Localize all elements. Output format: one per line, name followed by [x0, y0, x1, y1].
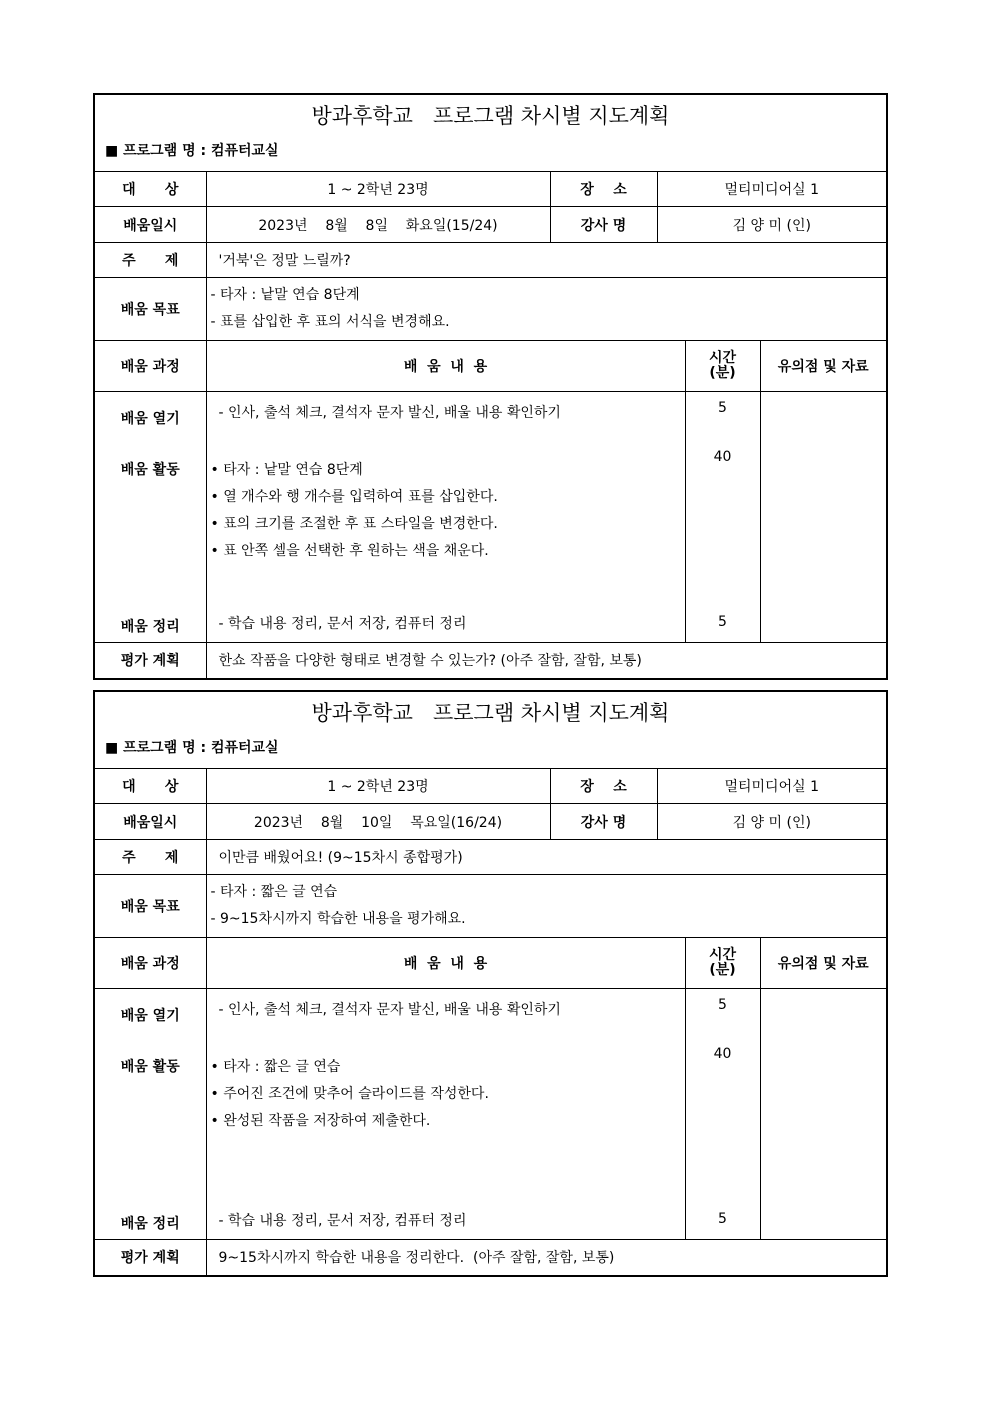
close-time: 5 [718, 614, 727, 630]
time-values [685, 392, 760, 643]
teacher-value: 김 양 미 (인) [657, 804, 886, 840]
goal-item: - 9~15차시까지 학습한 내용을 평가해요. [210, 911, 466, 927]
open-time: 5 [718, 997, 727, 1013]
activity-item: • 타자 : 짧은 글 연습 [210, 1059, 341, 1075]
close-text: - 학습 내용 정리, 문서 저장, 컴퓨터 정리 [218, 616, 467, 632]
close-text: - 학습 내용 정리, 문서 저장, 컴퓨터 정리 [218, 1213, 467, 1229]
activity-time: 40 [713, 1046, 732, 1062]
eval-label: 평가 계획 [95, 643, 206, 678]
goal-item: - 타자 : 낱말 연습 8단계 [210, 287, 360, 303]
teacher-value: 김 양 미 (인) [657, 207, 886, 243]
open-time: 5 [718, 400, 727, 416]
plan-table [95, 768, 886, 1275]
time-values [685, 989, 760, 1240]
notes-cell [760, 989, 886, 1240]
lesson-plan-1 [93, 93, 888, 680]
content-body [206, 989, 685, 1240]
time-label-bottom: (분) [709, 962, 736, 978]
plan-title: 방과후학교 프로그램 차시별 지도계획 [311, 104, 670, 128]
topic-label: 주 제 [95, 243, 206, 278]
time-label [685, 341, 760, 392]
stage-activity-label: 배움 활동 [120, 1059, 180, 1075]
stage-close-label: 배움 정리 [120, 1216, 180, 1232]
target-label: 대 상 [95, 172, 206, 207]
plan-title: 방과후학교 프로그램 차시별 지도계획 [311, 701, 670, 725]
program-name: ■ 프로그램 명 : 컴퓨터교실 [105, 740, 279, 756]
eval-label: 평가 계획 [95, 1240, 206, 1275]
activity-time: 40 [713, 449, 732, 465]
teacher-label: 강사 명 [550, 804, 657, 840]
stage-close-label: 배움 정리 [120, 619, 180, 635]
notes-label: 유의점 및 자료 [760, 341, 886, 392]
process-label: 배움 과정 [95, 341, 206, 392]
date-label: 배움일시 [95, 804, 206, 840]
stage-labels [95, 392, 206, 643]
target-label: 대 상 [95, 769, 206, 804]
lesson-plan-2 [93, 690, 888, 1277]
program-name: ■ 프로그램 명 : 컴퓨터교실 [105, 143, 279, 159]
activity-item: • 타자 : 낱말 연습 8단계 [210, 462, 363, 478]
content-label: 배 움 내 용 [206, 341, 685, 392]
topic-label: 주 제 [95, 840, 206, 875]
time-label-bottom: (분) [709, 365, 736, 381]
place-value: 멀티미디어실 1 [657, 769, 886, 804]
stage-open-label: 배움 열기 [120, 411, 180, 427]
stage-labels [95, 989, 206, 1240]
goal-label: 배움 목표 [95, 278, 206, 341]
process-label: 배움 과정 [95, 938, 206, 989]
place-label: 장 소 [550, 172, 657, 207]
goal-list [206, 278, 886, 341]
content-body [206, 392, 685, 643]
place-value: 멀티미디어실 1 [657, 172, 886, 207]
stage-open-label: 배움 열기 [120, 1008, 180, 1024]
activity-item: • 주어진 조건에 맞추어 슬라이드를 작성한다. [210, 1086, 489, 1102]
open-text: - 인사, 출석 체크, 결석자 문자 발신, 배울 내용 확인하기 [218, 405, 561, 421]
activity-item: • 열 개수와 행 개수를 입력하여 표를 삽입한다. [210, 489, 498, 505]
time-label-top: 시간 [708, 350, 737, 366]
goal-label: 배움 목표 [95, 875, 206, 938]
date-value: 2023년 8월 8일 화요일(15/24) [206, 207, 550, 243]
plan-table [95, 171, 886, 678]
activity-item: • 표 안쪽 셀을 선택한 후 원하는 색을 채운다. [210, 543, 489, 559]
target-value: 1 ~ 2학년 23명 [206, 172, 550, 207]
date-label: 배움일시 [95, 207, 206, 243]
goal-list [206, 875, 886, 938]
content-label: 배 움 내 용 [206, 938, 685, 989]
target-value: 1 ~ 2학년 23명 [206, 769, 550, 804]
topic-value: '거북'은 정말 느릴까? [206, 243, 886, 278]
activity-item: • 표의 크기를 조절한 후 표 스타일을 변경한다. [210, 516, 498, 532]
date-value: 2023년 8월 10일 목요일(16/24) [206, 804, 550, 840]
topic-value: 이만큼 배웠어요! (9~15차시 종합평가) [206, 840, 886, 875]
teacher-label: 강사 명 [550, 207, 657, 243]
close-time: 5 [718, 1211, 727, 1227]
goal-item: - 표를 삽입한 후 표의 서식을 변경해요. [210, 314, 450, 330]
notes-label: 유의점 및 자료 [760, 938, 886, 989]
activity-item: • 완성된 작품을 저장하여 제출한다. [210, 1113, 431, 1129]
time-label-top: 시간 [708, 947, 737, 963]
time-label [685, 938, 760, 989]
place-label: 장 소 [550, 769, 657, 804]
goal-item: - 타자 : 짧은 글 연습 [210, 884, 338, 900]
open-text: - 인사, 출석 체크, 결석자 문자 발신, 배울 내용 확인하기 [218, 1002, 561, 1018]
notes-cell [760, 392, 886, 643]
stage-activity-label: 배움 활동 [120, 462, 180, 478]
eval-text: 9~15차시까지 학습한 내용을 정리한다. (아주 잘함, 잘함, 보통) [206, 1240, 886, 1275]
eval-text: 한쇼 작품을 다양한 형태로 변경할 수 있는가? (아주 잘함, 잘함, 보통) [206, 643, 886, 678]
